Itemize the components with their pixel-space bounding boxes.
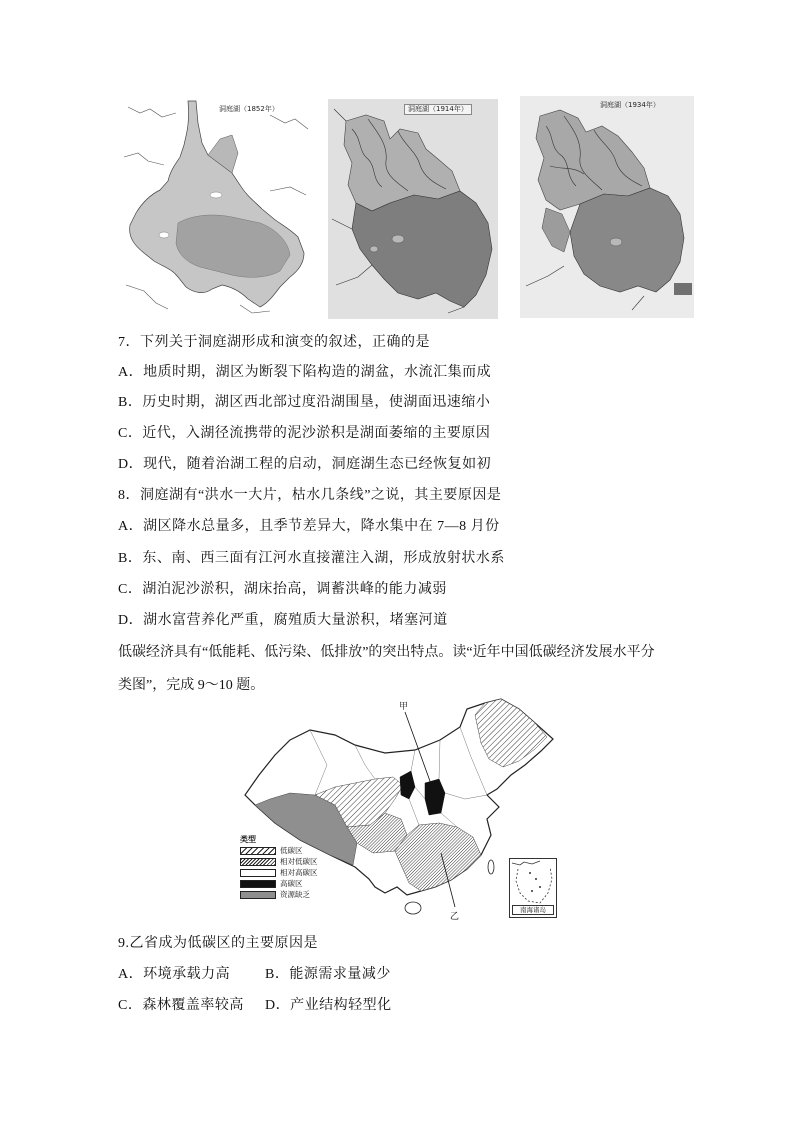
legend-item-high-carbon <box>240 878 326 889</box>
inset-island <box>539 886 541 888</box>
label-jia: 甲 <box>399 702 409 712</box>
question-8-option-a: A．湖区降水总量多，且季节差异大，降水集中在 7—8 月份 <box>118 519 500 534</box>
dongting-map-1852-drawing <box>120 95 312 317</box>
question-8-stem: 8．洞庭湖有“洪水一大片，枯水几条线”之说，其主要原因是 <box>118 488 502 503</box>
question-9-option-d: D．产业结构轻型化 <box>265 998 392 1013</box>
question-8-option-b: B．东、南、西三面有江河水直接灌注入湖，形成放射状水系 <box>118 551 505 566</box>
low-carbon-intro-line-2: 类图”，完成 9～10 题。 <box>118 678 265 693</box>
legend-item-resource-shortage <box>240 889 326 900</box>
low-carbon-intro-line-1: 低碳经济具有“低能耗、低污染、低排放”的突出特点。读“近年中国低碳经济发展水平分 <box>118 645 655 660</box>
question-7-option-a: A．地质时期，湖区为断裂下陷构造的湖盆，水流汇集而成 <box>118 365 492 380</box>
dongting-map-1852 <box>120 95 312 317</box>
inset-coastline <box>512 861 540 865</box>
legend-swatch-sparse-hatch <box>240 847 276 855</box>
legend-item-relatively-high-carbon <box>240 867 326 878</box>
question-7-option-b: B．历史时期，湖区西北部过度沿湖围垦，使湖面迅速缩小 <box>118 395 491 410</box>
legend-swatch-white <box>240 869 276 877</box>
question-8-option-d: D．湖水富营养化严重，腐殖质大量淤积，堵塞河道 <box>118 613 448 628</box>
legend-item-relatively-low-carbon <box>240 856 326 867</box>
inset-island <box>531 890 533 892</box>
legend-label: 高碳区 <box>280 878 303 888</box>
question-7-option-c: C．近代，入湖径流携带的泥沙淤积是湖面萎缩的主要原因 <box>118 426 491 441</box>
question-7-option-d: D．现代，随着治湖工程的启动，洞庭湖生态已经恢复如初 <box>118 457 492 472</box>
legend-swatch-gray <box>240 891 276 899</box>
question-9-stem: 9.乙省成为低碳区的主要原因是 <box>118 936 318 951</box>
lake-1934-island <box>610 238 622 246</box>
map-legend <box>240 834 326 900</box>
legend-label: 相对低碳区 <box>280 856 318 866</box>
lake-1914-island <box>370 246 378 252</box>
lake-1852-island <box>210 192 222 198</box>
map-title-1914: 洞庭湖（1914年） <box>404 104 472 115</box>
question-8-option-c: C．湖泊泥沙淤积，湖床抬高，调蓄洪峰的能力减弱 <box>118 582 447 597</box>
inset-island <box>535 878 537 880</box>
legend-swatch-black <box>240 880 276 888</box>
lake-1934-main-water <box>570 188 684 292</box>
map-title-1852: 洞庭湖（1852年） <box>219 105 279 113</box>
legend-title: 类型 <box>240 835 256 844</box>
dongting-map-1914-drawing <box>328 99 498 319</box>
lake-1914-island <box>392 235 404 243</box>
lake-1852-island <box>159 232 169 238</box>
question-9-option-b: B．能源需求量减少 <box>265 967 391 982</box>
hainan-island <box>405 902 421 914</box>
legend-label: 低碳区 <box>280 845 303 855</box>
inset-island <box>529 872 531 874</box>
question-9-option-a: A．环境承载力高 <box>118 967 231 982</box>
legend-label: 相对高碳区 <box>280 867 318 877</box>
south-china-sea-inset <box>509 858 557 918</box>
inset-label: 南海诸岛 <box>512 905 554 915</box>
inset-boundary-dashes <box>516 867 552 903</box>
dongting-map-1934 <box>520 96 694 318</box>
label-yi: 乙 <box>450 912 460 922</box>
question-7-stem: 7．下列关于洞庭湖形成和演变的叙述，正确的是 <box>118 335 430 350</box>
map-legend-swatch <box>674 283 692 295</box>
dongting-map-1934-drawing <box>520 96 694 318</box>
question-9-option-c: C．森林覆盖率较高 <box>118 998 244 1013</box>
legend-item-low-carbon <box>240 845 326 856</box>
legend-swatch-dense-hatch <box>240 858 276 866</box>
taiwan-island <box>488 860 494 874</box>
dongting-map-1914 <box>328 99 498 319</box>
map-title-1934: 洞庭湖（1934年） <box>600 101 660 109</box>
legend-label: 资源缺乏 <box>280 889 310 899</box>
